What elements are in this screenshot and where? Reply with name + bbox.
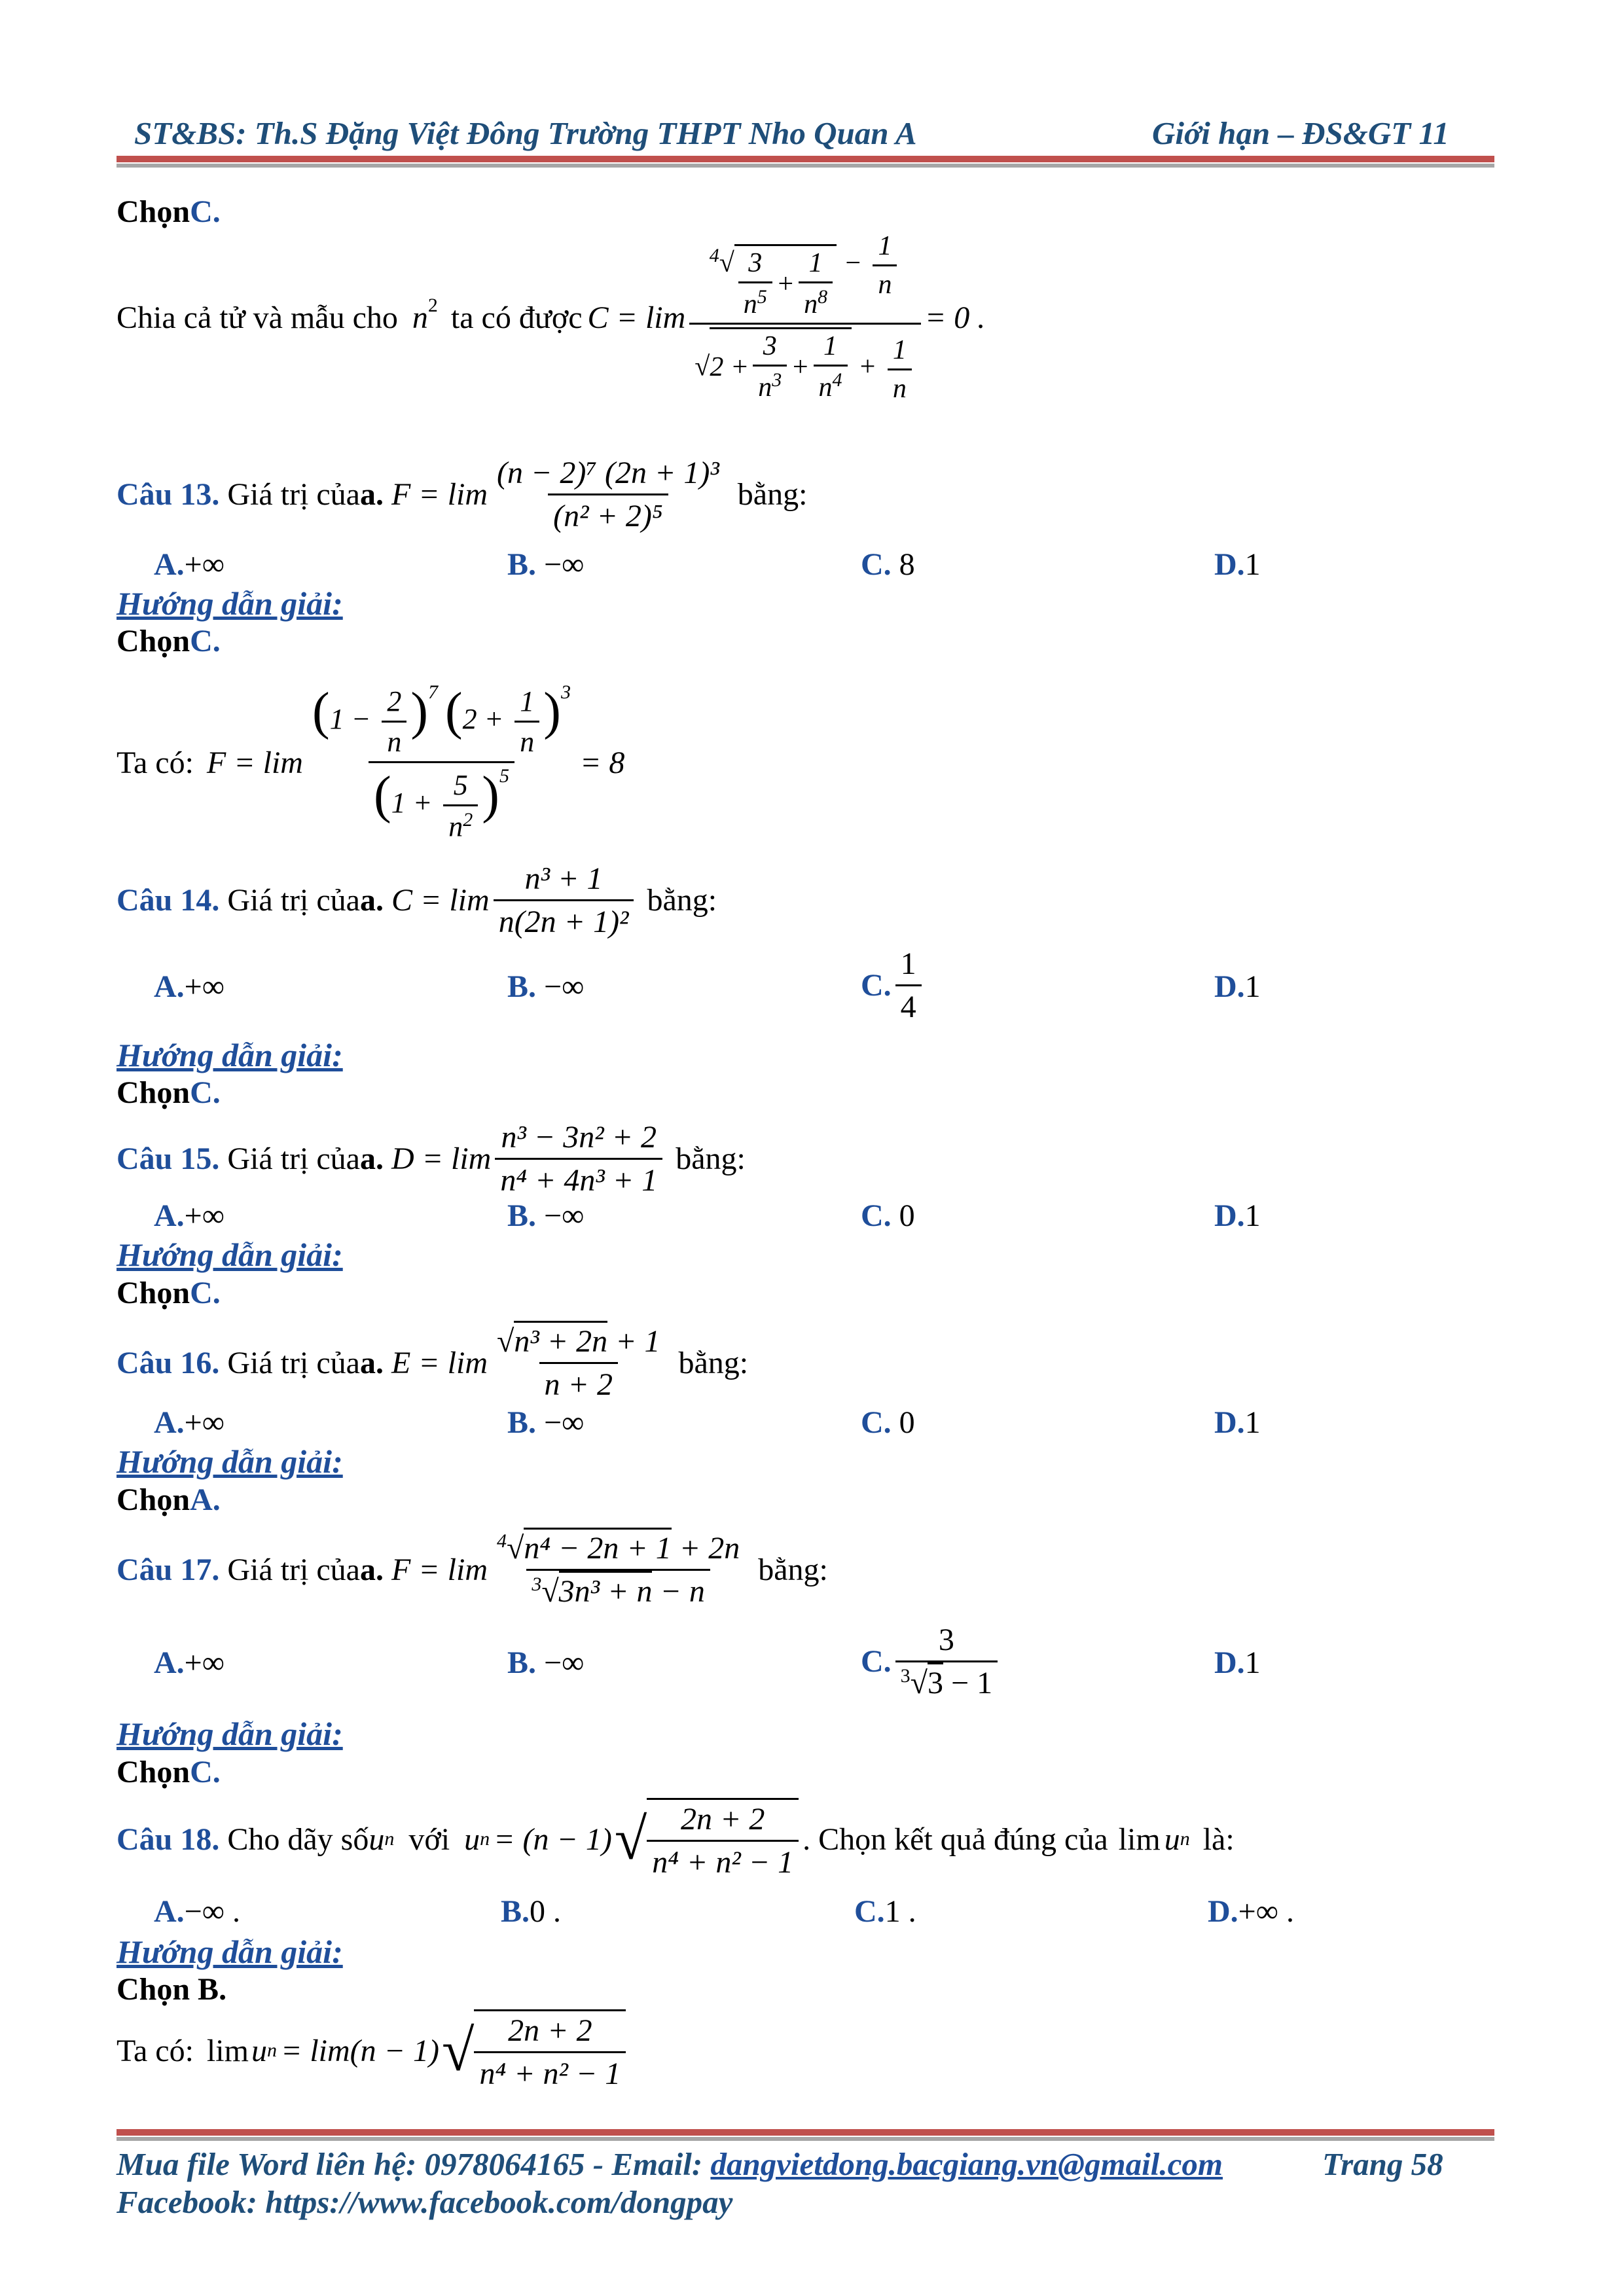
question-14-text: Giá trị của <box>227 882 360 918</box>
question-13-denominator: (n² + 2)⁵ <box>548 493 668 534</box>
question-13-fraction <box>492 455 725 534</box>
answer-key: D. <box>1214 1645 1245 1680</box>
choice-letter: A. <box>190 1482 221 1517</box>
answer-18-a[interactable] <box>154 1893 240 1929</box>
answer-13-d[interactable] <box>1214 547 1261 583</box>
footer-rule-gray <box>117 2137 1494 2141</box>
question-16-lhs: E = lim <box>391 1345 488 1380</box>
solution-13-lhs: F = lim <box>206 745 303 780</box>
question-15-text: Giá trị của <box>227 1141 360 1176</box>
choice-word: Chọn <box>117 194 190 229</box>
question-18-lim: lim <box>1118 1821 1161 1857</box>
question-14-denominator: n(2n + 1)² <box>494 899 634 940</box>
question-17-text: Giá trị của <box>227 1552 360 1587</box>
choice-word: Chọn <box>117 1482 190 1517</box>
answer-key: C. <box>861 1405 892 1440</box>
footer-contact: Mua file Word liên hệ: 0978064165 - Email: <box>117 2146 703 2182</box>
question-15-numerator: n³ − 3n² + 2 <box>501 1119 657 1155</box>
formula-c-denominator: √2 + $\frac{3}{n^3}$ + $\frac{1}{n^4}$ + $\frac{1}{n}$ <box>689 323 921 404</box>
question-13-a: a. <box>359 476 384 512</box>
footer-page-number: Trang 58 <box>1322 2146 1443 2182</box>
solution-text-2: ta có được <box>450 300 583 335</box>
question-13-numerator: (n − 2)⁷ (2n + 1)³ <box>496 455 719 490</box>
answer-key: D. <box>1208 1894 1238 1929</box>
question-18-radicand <box>647 1798 799 1880</box>
question-17-tail: bằng: <box>758 1552 828 1587</box>
solution-18-eq: = lim(n − 1) <box>280 2033 440 2068</box>
answer-14-a[interactable] <box>154 969 225 1005</box>
question-16-fraction <box>492 1323 666 1403</box>
sequence-sub: n <box>1180 1828 1190 1850</box>
answer-value: 1 <box>1244 969 1261 1004</box>
question-16-numerator: √n³ + 2n + 1 <box>492 1323 666 1362</box>
choice-word: Chọn <box>117 1276 190 1310</box>
definition-u: u <box>464 1821 480 1857</box>
answer-key: C. <box>861 547 892 582</box>
answer-18-d[interactable] <box>1208 1893 1294 1929</box>
answer-key: D. <box>1214 1198 1245 1233</box>
solution-13-fraction <box>307 682 576 844</box>
answer-key: B. <box>507 1645 537 1680</box>
answer-17-a[interactable] <box>154 1645 225 1681</box>
question-17-numerator: $^4$√n⁴ − 2n + 1 + 2n <box>492 1530 745 1569</box>
question-14 <box>117 854 717 946</box>
choice-letter: C. <box>190 1755 221 1789</box>
question-14-label: Câu 14. <box>117 882 220 918</box>
question-13-lhs: F = lim <box>391 476 488 512</box>
guide-17: Hướng dẫn giải: <box>117 1715 343 1752</box>
question-15-a: a. <box>359 1141 384 1176</box>
sequence-sub: n <box>480 1828 490 1850</box>
answer-value: +∞ <box>184 547 225 582</box>
exponent: 2 <box>427 295 438 316</box>
header-rule-red <box>117 156 1494 162</box>
question-15-lhs: D = lim <box>391 1141 492 1176</box>
answer-key: C. <box>861 1644 892 1679</box>
answer-15-c[interactable] <box>861 1198 915 1234</box>
solution-13 <box>117 664 624 861</box>
header-left: ST&BS: Th.S Đặng Việt Đông Trường THPT Nho Quan A <box>134 115 917 151</box>
answer-value: 0 <box>899 1198 915 1233</box>
question-17-label: Câu 17. <box>117 1552 220 1587</box>
answer-value: +∞ <box>184 969 225 1004</box>
guide-15: Hướng dẫn giải: <box>117 1236 343 1273</box>
solution-18-u: u <box>251 2033 267 2068</box>
answer-key: B. <box>507 969 537 1004</box>
guide-14: Hướng dẫn giải: <box>117 1037 343 1073</box>
answer-value: +∞ <box>184 1645 225 1680</box>
question-17-lhs: F = lim <box>391 1552 488 1587</box>
answer-key: A. <box>154 1894 185 1929</box>
question-17 <box>117 1524 828 1615</box>
answer-15-b[interactable] <box>507 1198 584 1234</box>
question-17-a: a. <box>359 1552 384 1587</box>
question-14-tail: bằng: <box>647 882 717 918</box>
choice-word: Chọn <box>117 624 190 658</box>
answer-key: C. <box>861 1198 892 1233</box>
fraction-den: n⁴ + n² − 1 <box>647 1840 799 1880</box>
question-14-a: a. <box>359 882 384 918</box>
answer-key: A. <box>154 1405 185 1440</box>
answer-15-d[interactable] <box>1214 1198 1261 1234</box>
footer-facebook[interactable]: Facebook: https://www.facebook.com/dongpay <box>117 2184 733 2220</box>
solution-13-rhs: = 8 <box>579 745 625 780</box>
answer-key: A. <box>154 1198 185 1233</box>
numerator-tail: + 1 <box>615 1323 660 1359</box>
sequence-var: u <box>369 1821 385 1857</box>
question-18-with: với <box>408 1821 450 1857</box>
guide-13: Hướng dẫn giải: <box>117 585 343 622</box>
fraction-num: 2n + 2 <box>508 2013 592 2048</box>
solution-13-denominator: (1 + $\frac{5}{n^2}$ )$^5$ <box>369 761 514 843</box>
choice-13 <box>117 623 221 659</box>
choice-16 <box>117 1482 221 1518</box>
root-index: 3 <box>900 1665 911 1687</box>
question-16-tail: bằng: <box>678 1345 749 1380</box>
answer-value: 0 . <box>530 1894 562 1929</box>
question-16-text: Giá trị của <box>227 1345 360 1380</box>
answer-value: 1 <box>1244 1405 1261 1440</box>
footer-rule-red <box>117 2129 1494 2136</box>
question-18-tail: là: <box>1202 1821 1235 1857</box>
denominator-tail: − n <box>660 1573 705 1609</box>
answer-17-c-fraction <box>895 1622 998 1701</box>
question-16-denominator: n + 2 <box>539 1362 618 1403</box>
answer-14-d[interactable] <box>1214 969 1261 1005</box>
question-16-a: a. <box>359 1345 384 1380</box>
header-right: Giới hạn – ĐS&GT 11 <box>1152 115 1449 151</box>
question-18-label: Câu 18. <box>117 1821 220 1857</box>
answer-value: 8 <box>899 547 915 582</box>
radicand: n⁴ − 2n + 1 <box>524 1528 671 1566</box>
question-17-denominator: $^3$√3n³ + n − n <box>526 1569 710 1609</box>
answer-18-c[interactable] <box>854 1893 916 1929</box>
header-rule-gray <box>117 164 1494 168</box>
formula-c-numerator: $^4$√ $\frac{3}{n^5}$ + $\frac{1}{n^8}$ − $\frac{1}{n}$ <box>704 230 907 323</box>
fraction-den: 4 <box>895 984 922 1025</box>
answer-17-b[interactable] <box>507 1645 584 1681</box>
answer-17-c[interactable] <box>861 1622 1001 1701</box>
question-16-label: Câu 16. <box>117 1345 220 1380</box>
radical-sign: √ <box>614 1806 647 1872</box>
answer-17-d[interactable] <box>1214 1645 1261 1681</box>
guide-18: Hướng dẫn giải: <box>117 1933 343 1970</box>
answer-16-a[interactable] <box>154 1405 225 1441</box>
answer-key: B. <box>507 547 537 582</box>
formula-c: C = lim <box>587 300 686 335</box>
choice-17 <box>117 1754 221 1790</box>
question-17-fraction <box>492 1530 745 1609</box>
choice-letter: C. <box>190 624 221 658</box>
solution-18-lim: lim <box>206 2033 249 2068</box>
footer-line-1 <box>117 2145 1223 2183</box>
answer-14-c[interactable] <box>861 946 926 1025</box>
question-18-text-2: . Chọn kết quả đúng của <box>803 1821 1108 1857</box>
solution-13-taco: Ta có: <box>117 745 194 780</box>
answer-value: 1 <box>1244 1198 1261 1233</box>
answer-14-c-fraction <box>895 946 922 1025</box>
solution-18-taco: Ta có: <box>117 2033 194 2068</box>
answer-13-b[interactable] <box>507 547 584 583</box>
choice-14 <box>117 1075 221 1111</box>
answer-value: −∞ <box>544 1198 585 1233</box>
choice-letter: C. <box>190 1276 221 1310</box>
fraction-num: 1 <box>900 946 916 981</box>
radicand: n³ + 2n <box>514 1321 607 1359</box>
answer-key: B. <box>501 1894 530 1929</box>
denominator-tail: − 1 <box>951 1666 993 1700</box>
solution-text: Chia cả tử và mẫu cho <box>117 300 398 335</box>
answer-key: B. <box>507 1405 537 1440</box>
answer-18-b[interactable] <box>501 1893 561 1929</box>
question-15 <box>117 1113 746 1204</box>
answer-value: −∞ <box>544 547 585 582</box>
answer-value: 1 . <box>884 1894 916 1929</box>
question-13-tail: bằng: <box>737 476 808 512</box>
choice-letter: C. <box>190 1075 221 1110</box>
answer-key: A. <box>154 969 185 1004</box>
fraction-den: $^3$√3 − 1 <box>895 1660 998 1701</box>
question-14-numerator: n³ + 1 <box>524 861 603 896</box>
footer-email-link[interactable]: dangvietdong.bacgiang.vn@gmail.com <box>710 2146 1223 2182</box>
choice-word: Chọn <box>117 1075 190 1110</box>
question-15-fraction <box>495 1119 662 1198</box>
answer-value: +∞ . <box>1238 1894 1294 1929</box>
answer-14-b[interactable] <box>507 969 584 1005</box>
fraction-num: 2n + 2 <box>680 1802 765 1837</box>
solution-18-radicand <box>474 2009 626 2092</box>
formula-c-result: = 0 . <box>924 300 986 335</box>
fraction-num: 3 <box>938 1623 954 1657</box>
choice-word: Chọn <box>117 1755 190 1789</box>
choice-line-1 <box>117 194 221 230</box>
root-index: 3 <box>532 1573 542 1595</box>
formula-c-fraction <box>689 230 921 404</box>
answer-key: A. <box>154 547 185 582</box>
question-15-tail: bằng: <box>676 1141 746 1176</box>
guide-16: Hướng dẫn giải: <box>117 1443 343 1480</box>
answer-15-a[interactable] <box>154 1198 225 1234</box>
answer-value: +∞ <box>184 1405 225 1440</box>
question-16 <box>117 1317 748 1408</box>
answer-16-c[interactable] <box>861 1405 915 1441</box>
answer-key: B. <box>507 1198 537 1233</box>
answer-value: +∞ <box>184 1198 225 1233</box>
root-index: 4 <box>496 1530 507 1552</box>
question-14-fraction <box>494 861 634 940</box>
question-13-text: Giá trị của <box>227 476 360 512</box>
question-18 <box>117 1797 1235 1882</box>
answer-value: −∞ <box>544 1405 585 1440</box>
radical-sign: √ <box>442 2018 475 2083</box>
answer-16-b[interactable] <box>507 1405 584 1441</box>
choice-15 <box>117 1275 221 1311</box>
answer-key: D. <box>1214 969 1245 1004</box>
answer-key: D. <box>1214 547 1245 582</box>
radicand: 3 <box>928 1662 943 1700</box>
radicand: 3n³ + n <box>559 1571 653 1609</box>
answer-key: C. <box>861 968 892 1003</box>
question-13-label: Câu 13. <box>117 476 220 512</box>
solution-13-numerator: (1 − $\frac{2}{n}$ )$^7$ (2 + $\frac{1}{n}$ )$^3$ <box>312 681 571 759</box>
answer-value: −∞ <box>544 1645 585 1680</box>
question-15-label: Câu 15. <box>117 1141 220 1176</box>
question-14-lhs: C = lim <box>391 882 490 918</box>
answer-16-d[interactable] <box>1214 1405 1261 1441</box>
lim-u: u <box>1164 1821 1180 1857</box>
numerator-tail: + 2n <box>679 1530 740 1566</box>
fraction-den: n⁴ + n² − 1 <box>474 2051 626 2092</box>
answer-value: 1 <box>1244 1645 1261 1680</box>
solution-c-line <box>117 232 985 403</box>
answer-value: 1 <box>1244 547 1261 582</box>
answer-key: C. <box>854 1894 885 1929</box>
choice-18: Chọn B. <box>117 1972 227 2007</box>
var-n: n <box>412 300 428 335</box>
question-13 <box>117 448 807 540</box>
question-18-text: Cho dãy số <box>227 1821 369 1857</box>
solution-18 <box>117 2008 630 2093</box>
question-15-denominator: n⁴ + 4n³ + 1 <box>495 1158 662 1198</box>
answer-value: −∞ . <box>184 1894 240 1929</box>
answer-value: 0 <box>899 1405 915 1440</box>
sequence-sub: n <box>266 2039 277 2061</box>
answer-13-c[interactable] <box>861 547 915 583</box>
answer-key: A. <box>154 1645 185 1680</box>
sequence-sub: n <box>384 1828 395 1850</box>
answer-key: D. <box>1214 1405 1245 1440</box>
answer-13-a[interactable] <box>154 547 225 583</box>
choice-letter: C. <box>190 194 221 229</box>
question-18-def: = (n − 1) <box>494 1821 612 1857</box>
answer-value: −∞ <box>544 969 585 1004</box>
